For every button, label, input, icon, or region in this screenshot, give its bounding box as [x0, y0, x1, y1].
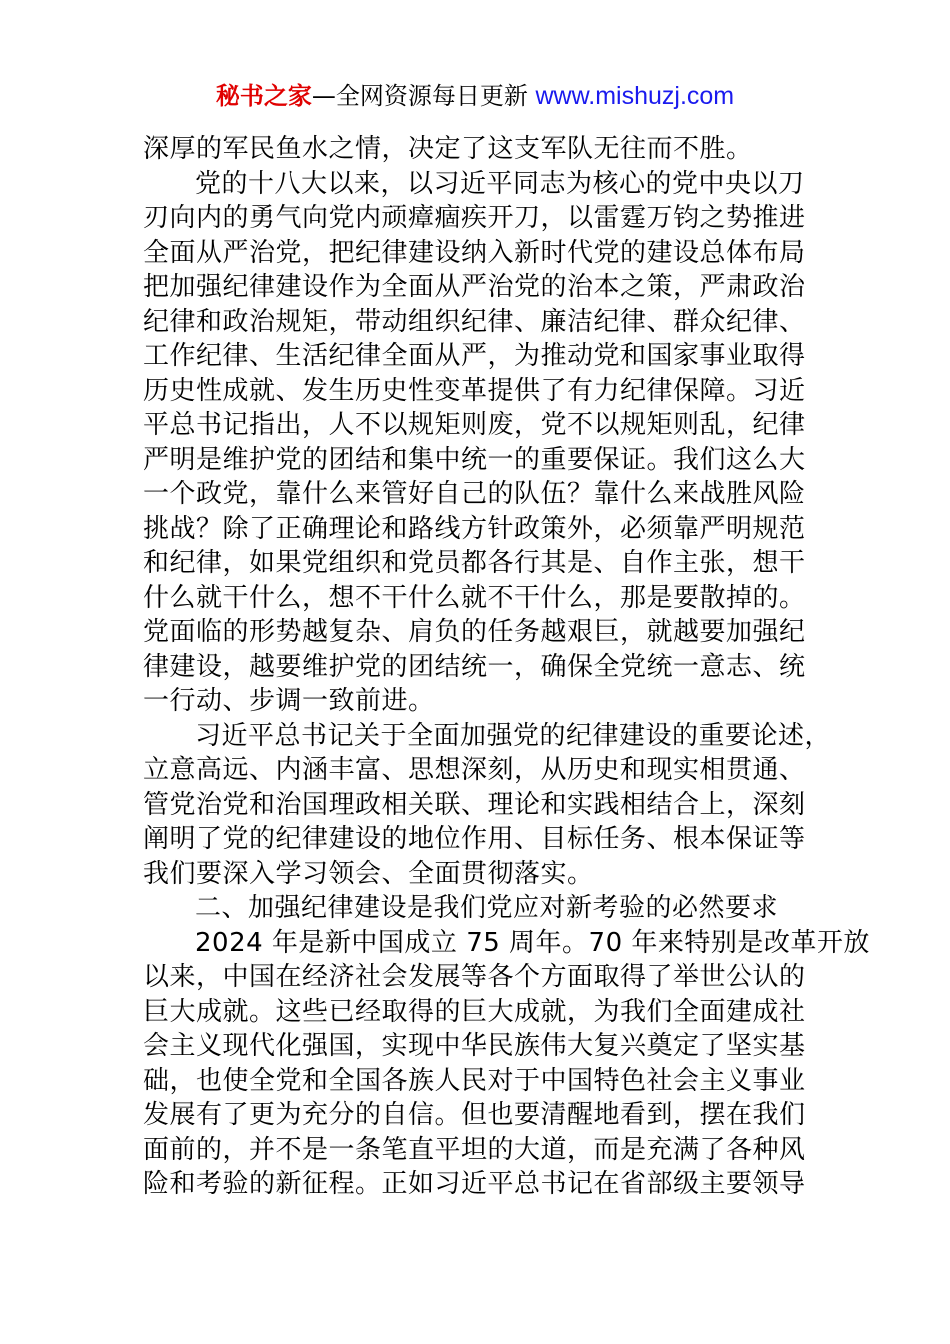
text-line: 工作纪律、生活纪律全面从严，为推动党和国家事业取得: [143, 341, 806, 371]
text-line: 会主义现代化强国，实现中华民族伟大复兴奠定了坚实基: [143, 1031, 806, 1061]
site-url-link[interactable]: www.mishuzj.com: [535, 82, 735, 110]
text-line: 础，也使全党和全国各族人民对于中国特色社会主义事业: [143, 1065, 806, 1096]
text-line: 严明是维护党的团结和集中统一的重要保证。我们这么大: [143, 444, 806, 475]
text-line: 全面从严治党，把纪律建设纳入新时代党的建设总体布局: [143, 237, 806, 268]
text-line: 律建设，越要维护党的团结统一，确保全党统一意志、统: [143, 651, 806, 682]
site-header: [0, 80, 950, 112]
text-line: 面前的，并不是一条笔直平坦的大道，而是充满了各种风: [143, 1134, 806, 1165]
text-line: 深厚的军民鱼水之情，决定了这支军队无往而不胜。: [143, 134, 753, 164]
text-line: 纪律和政治规矩，带动组织纪律、廉洁纪律、群众纪律、: [143, 306, 806, 337]
text-line: 把加强纪律建设作为全面从严治党的治本之策，严肃政治: [143, 272, 806, 302]
text-line: 阐明了党的纪律建设的地位作用、目标任务、根本保证等: [143, 824, 806, 854]
text-line: 刃向内的勇气向党内顽瘴痼疾开刀，以雷霆万钧之势推进: [143, 203, 806, 233]
paragraph-start-line: 党的十八大以来，以习近平同志为核心的党中央以刀: [195, 168, 805, 199]
site-tagline: —全网资源每日更新: [311, 82, 536, 110]
text-line: 立意高远、内涵丰富、思想深刻，从历史和现实相贯通、: [143, 755, 806, 785]
text-line: 一个政党，靠什么来管好自己的队伍？靠什么来战胜风险: [143, 479, 806, 509]
text-line: 挑战？除了正确理论和路线方针政策外，必须靠严明规范: [143, 513, 806, 544]
paragraph-start-line: 2024 年是新中国成立 75 周年。70 年来特别是改革开放: [195, 927, 870, 958]
text-line: 平总书记指出，人不以规矩则废，党不以规矩则乱，纪律: [143, 410, 806, 440]
text-line: 党面临的形势越复杂、肩负的任务越艰巨，就越要加强纪: [143, 617, 806, 647]
text-line: 险和考验的新征程。正如习近平总书记在省部级主要领导: [143, 1169, 806, 1199]
document-body: [143, 132, 870, 1202]
text-line: 什么就干什么，想不干什么就不干什么，那是要散掉的。: [143, 582, 806, 613]
site-brand: 秘书之家: [215, 82, 312, 110]
paragraph-start-line: 习近平总书记关于全面加强党的纪律建设的重要论述，: [195, 720, 832, 751]
text-line: 和纪律，如果党组织和党员都各行其是、自作主张，想干: [143, 548, 806, 578]
text-line: 我们要深入学习领会、全面贯彻落实。: [143, 858, 594, 889]
text-line: 管党治党和治国理政相关联、理论和实践相结合上，深刻: [143, 789, 806, 820]
text-line: 历史性成就、发生历史性变革提供了有力纪律保障。习近: [143, 375, 806, 406]
text-line: 一行动、步调一致前进。: [143, 686, 435, 716]
section-heading: 二、加强纪律建设是我们党应对新考验的必然要求: [195, 893, 779, 923]
text-line: 以来，中国在经济社会发展等各个方面取得了举世公认的: [143, 962, 806, 992]
text-line: 巨大成就。这些已经取得的巨大成就，为我们全面建成社: [143, 996, 806, 1027]
text-line: 发展有了更为充分的自信。但也要清醒地看到，摆在我们: [143, 1100, 806, 1130]
